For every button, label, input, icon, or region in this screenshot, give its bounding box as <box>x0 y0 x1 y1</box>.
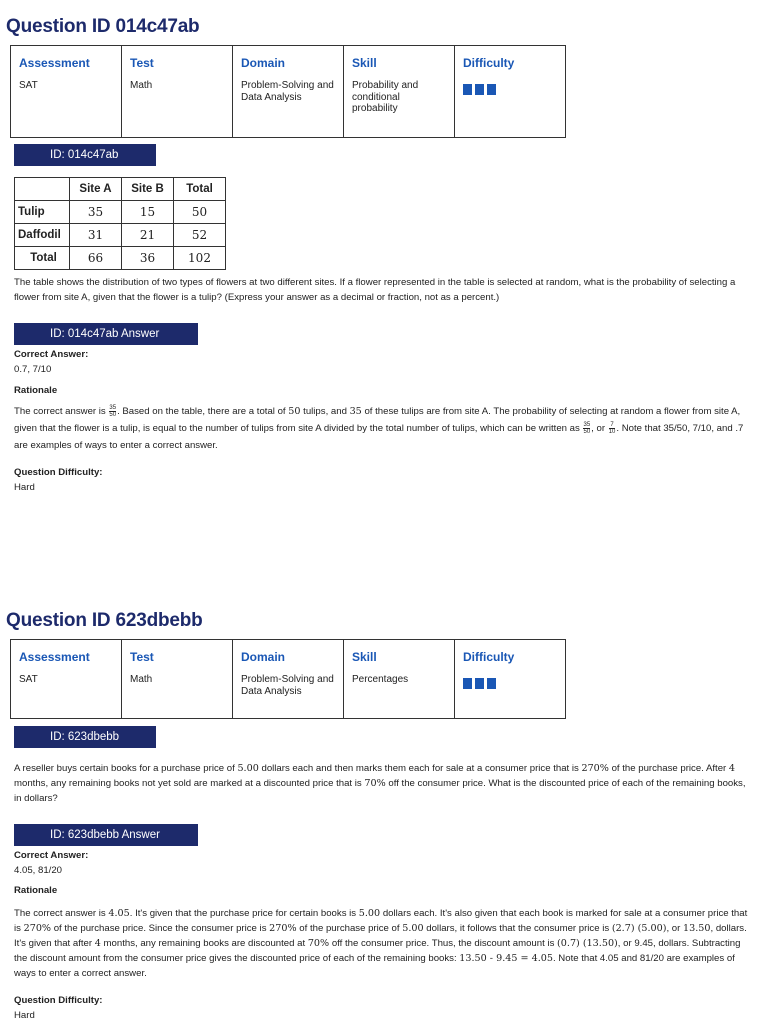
question-prompt: A reseller buys certain books for a purchase price of 5.00 dollars each and then marks them each for sale at a consumer price that is 270% of the purchase price. After 4 months, any remaining books not yet sold are marked at a discounted price that is 70% off the consumer price. What is the discounted price of each of the remaining books, in dollars? <box>14 763 746 804</box>
answer-id-band: ID: 014c47ab Answer <box>14 323 198 345</box>
row-label: Tulip <box>15 201 70 224</box>
table-cell: 50 <box>174 201 226 224</box>
test-value: Math <box>130 674 153 685</box>
skill-header: Skill <box>352 650 377 664</box>
question-prompt: The table shows the distribution of two types of flowers at two different sites. If a flower represented in the table is selected at random, what is the probability of selecting a flower from site A, given that the flower is a tulip? (Express your answer as a decimal or fraction, not as a percent.) <box>14 277 736 303</box>
difficulty-bars-icon <box>463 678 557 689</box>
table-header-cell: Site B <box>122 178 174 201</box>
skill-value: Percentages <box>352 674 409 685</box>
domain-header: Domain <box>241 56 286 70</box>
table-cell: 66 <box>70 247 122 270</box>
table-row <box>15 224 226 247</box>
flower-distribution-table <box>14 177 226 270</box>
test-cell <box>122 46 233 138</box>
table-header-cell: Site A <box>70 178 122 201</box>
test-value: Math <box>130 80 153 91</box>
question-title: Question ID 623dbebb <box>6 610 203 631</box>
table-cell: 31 <box>70 224 122 247</box>
question-meta-table <box>10 45 566 138</box>
difficulty-header: Difficulty <box>463 56 515 70</box>
difficulty-cell <box>455 640 566 719</box>
fraction: $\frac{35}{50}$ <box>109 404 117 418</box>
domain-value: Problem-Solving and Data Analysis <box>241 80 334 103</box>
skill-cell <box>344 640 455 719</box>
skill-cell <box>344 46 455 138</box>
correct-answer-label: Correct Answer: <box>14 850 89 861</box>
table-cell: 52 <box>174 224 226 247</box>
row-label: Daffodil <box>15 224 70 247</box>
rationale-label: Rationale <box>14 885 58 896</box>
correct-answer-value: 0.7, 7/10 <box>14 364 52 375</box>
rationale-label: Rationale <box>14 385 58 396</box>
fraction: $\frac{35}{50}$ <box>583 421 591 435</box>
difficulty-bars-icon <box>463 84 557 95</box>
test-header: Test <box>130 56 154 70</box>
row-label: Total <box>15 247 70 270</box>
question-meta-table <box>10 639 566 719</box>
table-cell: 102 <box>174 247 226 270</box>
difficulty-cell <box>455 46 566 138</box>
table-cell: 15 <box>122 201 174 224</box>
assessment-header: Assessment <box>19 650 90 664</box>
table-header-cell <box>15 178 70 201</box>
domain-value: Problem-Solving and Data Analysis <box>241 674 334 697</box>
question-id-band: ID: 623dbebb <box>14 726 156 748</box>
table-cell: 36 <box>122 247 174 270</box>
difficulty-label: Question Difficulty: <box>14 995 103 1006</box>
table-cell: 21 <box>122 224 174 247</box>
test-cell <box>122 640 233 719</box>
table-row <box>15 247 226 270</box>
question-title: Question ID 014c47ab <box>6 16 200 37</box>
table-cell: 35 <box>70 201 122 224</box>
rationale-text: The correct answer is 4.05. It's given that the purchase price for certain books is 5.00 dollars each. It's also given that each book is marked for sale at a consumer price that is 270% of the purchase price. Since the consumer price is 270% of the purchase price of 5.00 dollars, it follows that the consumer price is (2.7) (5.00), or 13.50, dollars. It's given that after 4 months, any remaining books are discounted at 70% off the consumer price. Thus, the discount amount is (0.7) (13.50), or 9.45, dollars. Subtracting the discount amount from the consumer price gives the discounted price of each of the remaining books: 13.50 - 9.45 = 4.05. Note that 4.05 and 81/20 are examples of ways to enter a correct answer. <box>14 908 748 979</box>
fraction: $\frac{7}{10}$ <box>608 421 616 435</box>
domain-cell <box>233 46 344 138</box>
test-header: Test <box>130 650 154 664</box>
difficulty-value: Hard <box>14 1010 35 1021</box>
difficulty-value: Hard <box>14 482 35 493</box>
rationale-text: The correct answer is $\frac{35}{50}$ . Based on the table, there are a total of 50 tulips, and 35 of these tulips are from site A. The probability of selecting at random a flower from site A, given that the flower is a tulip, is equal to the number of tulips from site A divided by the total number of tulips, which can be written as $\frac{35}{50}$ , or $\frac{7}{10}$ . Note that 35/50, 7/10, and .7 are examples of ways to enter a correct answer. <box>14 404 744 451</box>
skill-value: Probability and conditional probability <box>352 80 419 114</box>
assessment-cell <box>11 640 122 719</box>
answer-id-band: ID: 623dbebb Answer <box>14 824 198 846</box>
table-row <box>15 201 226 224</box>
correct-answer-value: 4.05, 81/20 <box>14 865 63 876</box>
skill-header: Skill <box>352 56 377 70</box>
correct-answer-label: Correct Answer: <box>14 349 89 360</box>
domain-cell <box>233 640 344 719</box>
assessment-value: SAT <box>19 674 38 685</box>
table-header-row <box>15 178 226 201</box>
difficulty-label: Question Difficulty: <box>14 467 103 478</box>
question-id-band: ID: 014c47ab <box>14 144 156 166</box>
difficulty-header: Difficulty <box>463 650 515 664</box>
assessment-cell <box>11 46 122 138</box>
table-header-cell: Total <box>174 178 226 201</box>
domain-header: Domain <box>241 650 286 664</box>
assessment-header: Assessment <box>19 56 90 70</box>
assessment-value: SAT <box>19 80 38 91</box>
